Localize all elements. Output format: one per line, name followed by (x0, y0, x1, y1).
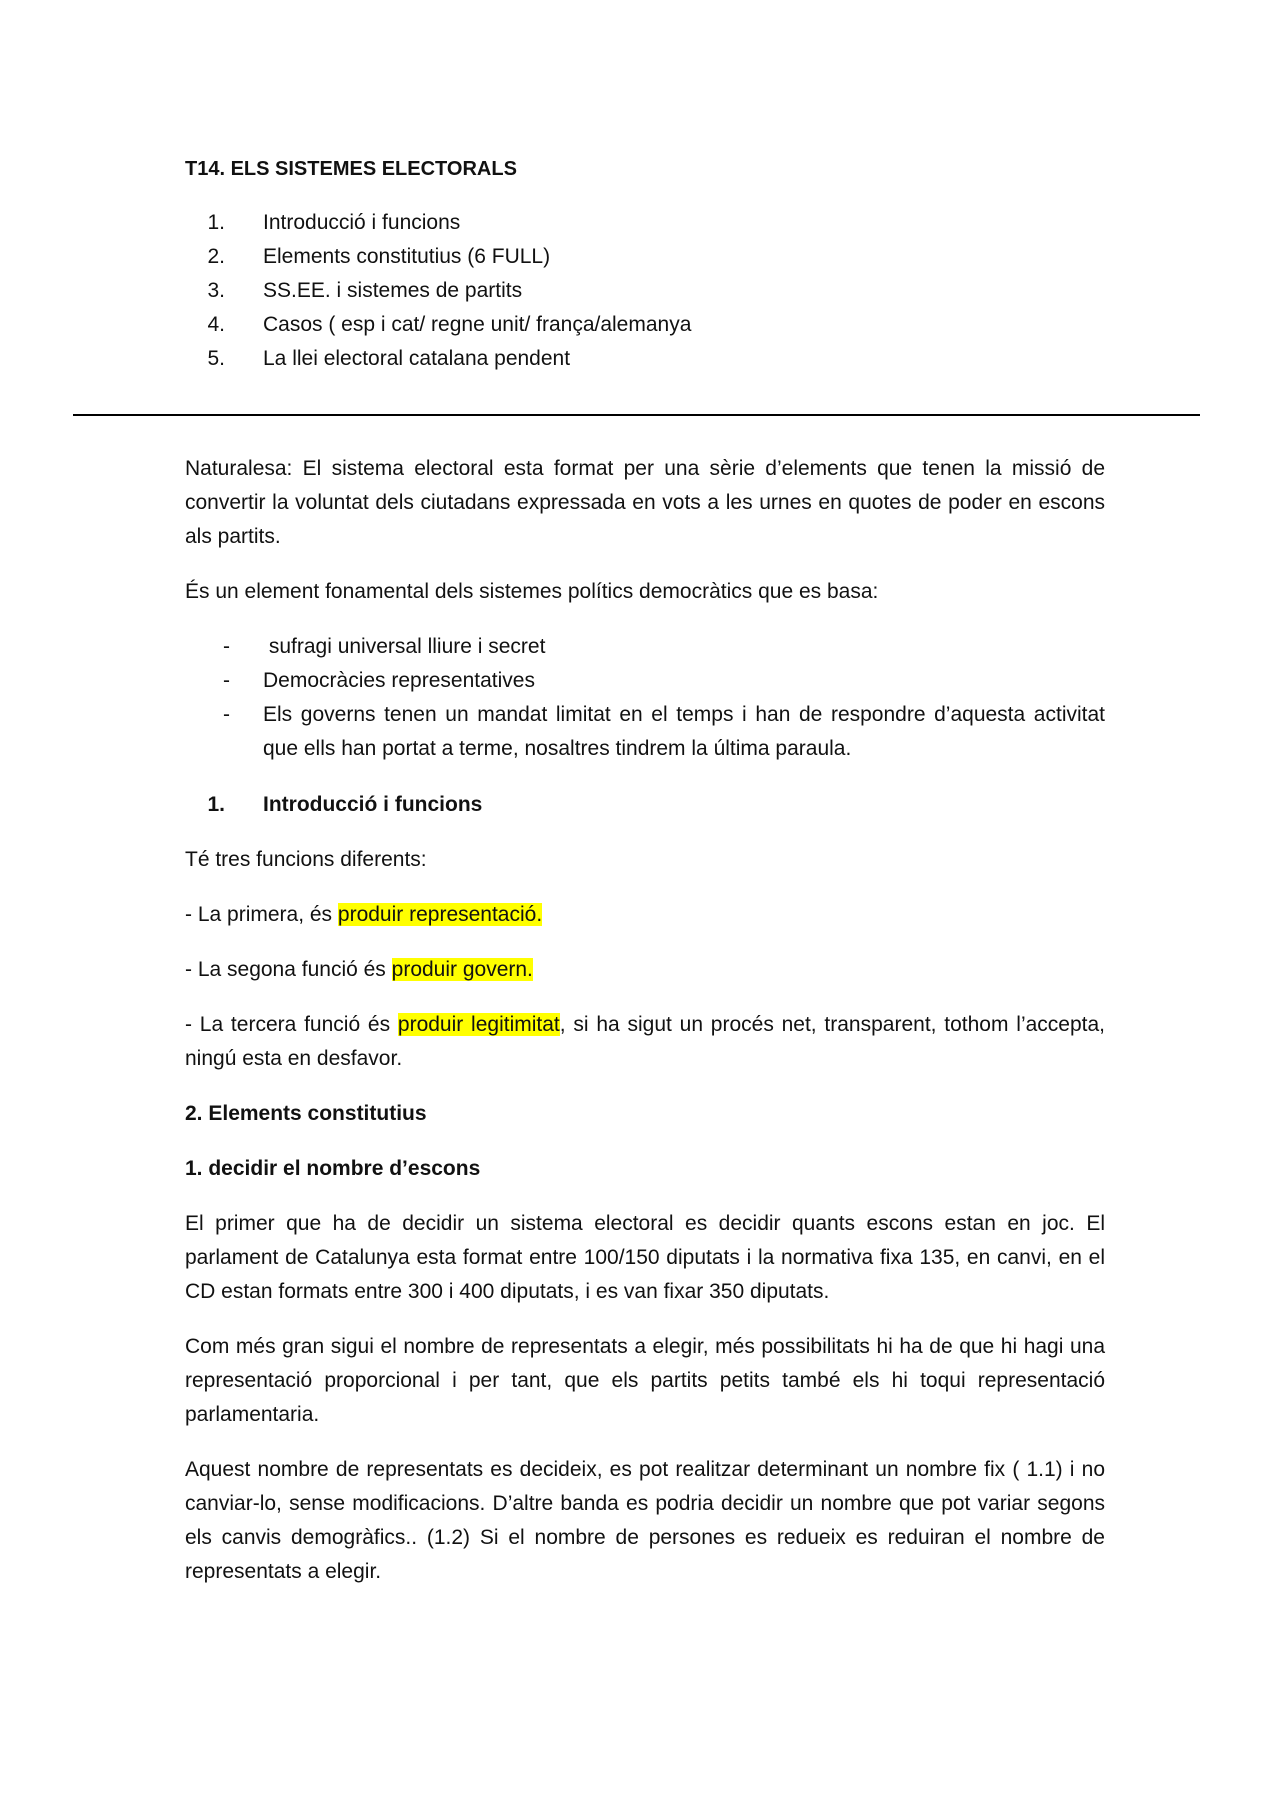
paragraph-aquest: Aquest nombre de representats es decideix, es pot realitzar determinant un nombre fix ( 1.1) i no canviar-lo, sense modificacions. D’altre banda es podria decidir un nombre que pot variar segons els canvis demogràfics.. (1.2) Si el nombre de persones es redueix es reduiran el nombre de representats a elegir. (185, 1458, 1105, 1583)
function-3-prefix: - La tercera funció és (185, 1013, 398, 1036)
section-number: 1. (207, 793, 225, 816)
table-of-contents (185, 206, 1105, 376)
toc-number: 3. (207, 279, 225, 302)
list-item-text: Democràcies representatives (263, 669, 535, 692)
toc-item (185, 342, 1105, 376)
dash-bullet: - (223, 635, 230, 658)
function-1-prefix: - La primera, és (185, 903, 338, 926)
function-3 (185, 1008, 1105, 1076)
paragraph-element: És un element fonamental dels sistemes polítics democràtics que es basa: (185, 580, 879, 603)
toc-number: 2. (207, 245, 225, 268)
toc-item (185, 274, 1105, 308)
page-title: T14. ELS SISTEMES ELECTORALS (185, 158, 517, 180)
header-block (185, 152, 1105, 376)
list-item (185, 630, 1105, 664)
function-2-prefix: - La segona funció és (185, 958, 392, 981)
paragraph-tres-funcions: Té tres funcions diferents: (185, 848, 427, 871)
function-3-highlight: produir legitimitat (397, 1013, 560, 1036)
function-3-suffix: , si ha sigut un procés net, transparent, tothom l’accepta, ningú esta en desfavor. (185, 1013, 1105, 1070)
toc-number: 1. (207, 211, 225, 234)
list-item (185, 664, 1105, 698)
paragraph-primer: El primer que ha de decidir un sistema electoral es decidir quants escons estan en joc. El parlament de Catalunya esta format entre 100/150 diputats i la normativa fixa 135, en canvi, en el CD estan formats entre 300 i 400 diputats, i es van fixar 350 diputats. (185, 1212, 1105, 1303)
dash-bullet: - (223, 669, 230, 692)
toc-label: Introducció i funcions (263, 211, 461, 234)
list-item-text: Els governs tenen un mandat limitat en el temps i han de respondre d’aquesta activitat que ells han portat a terme, nosaltres tindrem la última paraula. (263, 703, 1105, 760)
function-1-highlight: produir representació. (337, 903, 543, 926)
list-item (185, 698, 1105, 766)
section-heading-1 (185, 788, 1105, 822)
paragraph-naturalesa: Naturalesa: El sistema electoral esta format per una sèrie d’elements que tenen la missió de convertir la voluntat dels ciutadans expressada en vots a les urnes en quotes de poder en escons als partits. (185, 457, 1105, 548)
function-2-highlight: produir govern. (391, 958, 533, 981)
dash-list (185, 630, 1105, 766)
toc-label: SS.EE. i sistemes de partits (263, 279, 523, 302)
list-item-text: sufragi universal lliure i secret (263, 635, 546, 658)
toc-number: 5. (207, 347, 225, 370)
toc-label: Elements constitutius (6 FULL) (263, 245, 551, 268)
subsection-heading-1: 1. decidir el nombre d’escons (185, 1157, 481, 1180)
paragraph-com-mes: Com més gran sigui el nombre de representats a elegir, més possibilitats hi ha de que hi hagi una representació proporcional i per tant, que els partits petits també els hi toqui representació parlamentaria. (185, 1335, 1105, 1426)
toc-label: Casos ( esp i cat/ regne unit/ frança/alemanya (263, 313, 692, 336)
toc-item (185, 206, 1105, 240)
section-label: Introducció i funcions (263, 793, 483, 816)
function-2 (185, 953, 1105, 987)
toc-item (185, 240, 1105, 274)
dash-bullet: - (223, 703, 230, 726)
horizontal-divider (73, 414, 1200, 416)
toc-number: 4. (207, 313, 225, 336)
section-heading-2: 2. Elements constitutius (185, 1102, 427, 1125)
toc-label: La llei electoral catalana pendent (263, 347, 571, 370)
toc-item (185, 308, 1105, 342)
function-1 (185, 898, 1105, 932)
document-body (185, 452, 1105, 1610)
